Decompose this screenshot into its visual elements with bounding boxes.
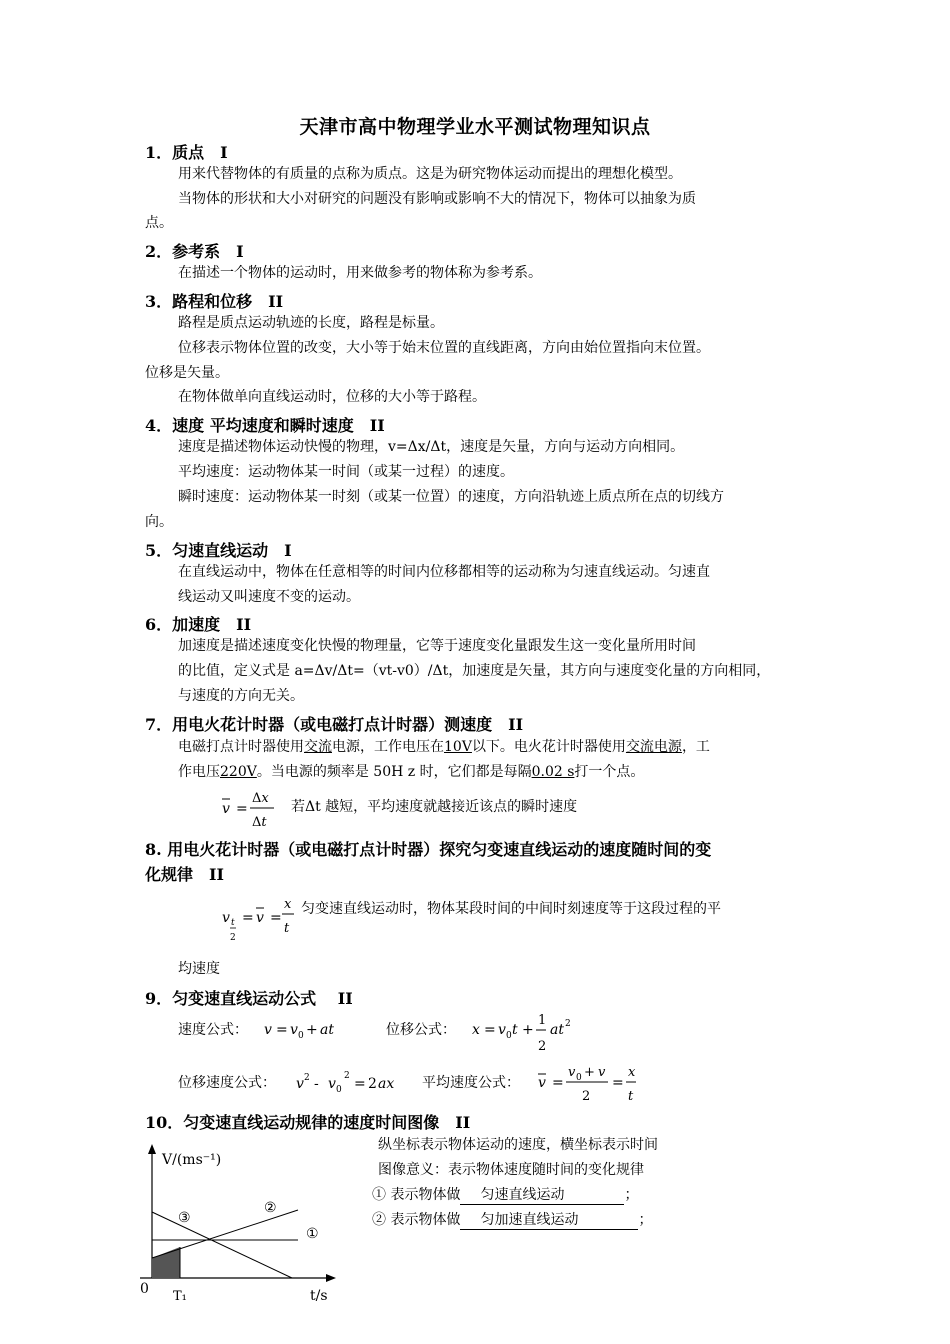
svg-text:t: t	[628, 1089, 634, 1104]
origin-label: 0	[140, 1281, 149, 1297]
svg-text:+: +	[584, 1065, 595, 1080]
svg-text:v: v	[538, 1075, 546, 1091]
graph-item-2	[372, 1211, 652, 1230]
svg-text:2: 2	[304, 1073, 310, 1083]
svg-text:x: x	[628, 1065, 636, 1080]
section-8-heading: 8. 用电火花计时器（或电磁打点计时器）探究匀变速直线运动的速度随时间的变	[145, 840, 712, 859]
answer-text: 匀速直线运动	[480, 1187, 565, 1203]
svg-text:2: 2	[344, 1071, 350, 1081]
svg-text:2: 2	[368, 1076, 377, 1092]
svg-text:2: 2	[582, 1089, 591, 1104]
text-span: 以下。电火花计时器使用	[471, 739, 626, 755]
svg-text:0: 0	[298, 1031, 304, 1041]
graph-description-1: 纵坐标表示物体运动的速度，横坐标表示时间	[378, 1137, 658, 1153]
section-3-heading: 3．路程和位移 II	[145, 292, 284, 311]
svg-text:0: 0	[506, 1031, 512, 1041]
svg-text:t: t	[512, 1022, 518, 1038]
svg-text:t: t	[231, 918, 235, 928]
svg-text:0: 0	[336, 1085, 342, 1095]
section-9-heading: 9．匀变速直线运动公式 II	[145, 989, 353, 1008]
svg-text:v: v	[328, 1076, 336, 1092]
formula-avg-velocity	[218, 786, 288, 832]
section-5-text: 在直线运动中，物体在任意相等的时间内位移都相等的运动称为匀速直线运动。匀速直	[178, 564, 710, 580]
section-3-text: 在物体做单向直线运动时，位移的大小等于路程。	[178, 389, 486, 405]
svg-text:v: v	[222, 801, 230, 817]
section-1-text: 当物体的形状和大小对研究的问题没有影响或影响不大的情况下，物体可以抽象为质	[178, 191, 696, 207]
section-7-line-2	[178, 763, 644, 781]
y-axis-arrow	[148, 1144, 156, 1154]
formula-avg-velocity-2	[532, 1058, 652, 1110]
section-6-heading: 6．加速度 II	[145, 615, 252, 634]
formula-displacement	[468, 1010, 588, 1058]
svg-text:Δt: Δt	[252, 815, 267, 830]
item-prefix: ① 表示物体做	[372, 1187, 461, 1203]
line-2	[152, 1210, 298, 1258]
svg-text:2: 2	[230, 933, 236, 943]
svg-text:+: +	[306, 1022, 318, 1038]
velocity-time-graph	[130, 1140, 350, 1310]
section-2-text: 在描述一个物体的运动时，用来做参考的物体称为参考系。	[178, 265, 542, 281]
section-6-text: 加速度是描述速度变化快慢的物理量，它等于速度变化量跟发生这一变化量所用时间	[178, 638, 696, 654]
graph-item-1	[372, 1186, 638, 1205]
text-span: 打一个点。	[574, 764, 645, 780]
answer-blank	[460, 1211, 638, 1230]
formula-mid-time-velocity	[218, 892, 302, 948]
line-1-label: ①	[306, 1226, 319, 1242]
section-4-text: 平均速度：运动物体某一时间（或某一过程）的速度。	[178, 464, 514, 480]
svg-text:+: +	[522, 1022, 534, 1038]
section-3-text: 路程是质点运动轨迹的长度，路程是标量。	[178, 315, 444, 331]
svg-text:=: =	[236, 801, 248, 817]
svg-text:2: 2	[538, 1039, 547, 1054]
svg-text:v: v	[222, 910, 230, 926]
displacement-formula-label: 位移公式：	[386, 1022, 456, 1038]
answer-10v: 10V	[444, 739, 472, 755]
section-1-heading: 1．质点 I	[145, 143, 228, 162]
svg-text:2: 2	[565, 1019, 571, 1029]
svg-text:=: =	[276, 1022, 288, 1038]
svg-text:v: v	[296, 1076, 304, 1092]
answer-interval: 0.02 s	[531, 764, 575, 780]
svg-text:x: x	[284, 897, 292, 912]
avg-velocity-formula-label: 平均速度公式：	[422, 1075, 520, 1091]
svg-text:Δx: Δx	[252, 791, 269, 806]
t1-label: T₁	[173, 1289, 187, 1304]
svg-text:v: v	[498, 1022, 506, 1038]
section-10-heading: 10．匀变速直线运动规律的速度时间图像 II	[145, 1113, 471, 1132]
section-4-text: 向。	[145, 514, 173, 530]
x-axis-arrow	[326, 1274, 336, 1282]
svg-text:0: 0	[576, 1073, 582, 1083]
section-3-text: 位移表示物体位置的改变，大小等于始末位置的直线距离，方向由始位置指向末位置。	[178, 340, 710, 356]
line-3-label: ③	[178, 1210, 191, 1226]
svg-text:v: v	[290, 1022, 298, 1038]
svg-text:t: t	[284, 921, 290, 936]
section-6-text: 的比值，定义式是 a=Δv/Δt=（vt-v0）/Δt，加速度是矢量，其方向与速度变化量的方向相同，	[178, 663, 771, 679]
item-suffix: ；	[638, 1212, 653, 1228]
section-5-text: 线运动又叫速度不变的运动。	[178, 589, 360, 605]
velocity-formula-label: 速度公式：	[178, 1022, 248, 1038]
svg-text:v: v	[256, 910, 264, 926]
section-6-text: 与速度的方向无关。	[178, 688, 304, 704]
svg-text:ax: ax	[378, 1076, 395, 1092]
svg-text:v: v	[264, 1022, 272, 1038]
formula-velocity	[260, 1014, 350, 1044]
text-span: 电磁打点计时器使用	[178, 739, 304, 755]
text-span: 作电压	[178, 764, 220, 780]
item-prefix: ② 表示物体做	[372, 1212, 461, 1228]
svg-text:=: =	[612, 1075, 624, 1091]
svg-text:x: x	[472, 1022, 480, 1038]
svg-text:=: =	[552, 1075, 564, 1091]
text-span: 。当电源的频率是 50H z 时，它们都是每隔	[256, 764, 532, 780]
answer-ac: 交流	[304, 739, 332, 755]
svg-text:=: =	[270, 910, 282, 926]
answer-blank	[460, 1186, 624, 1205]
section-4-heading: 4．速度 平均速度和瞬时速度 II	[145, 416, 385, 435]
section-2-heading: 2．参考系 I	[145, 242, 244, 261]
formula-velocity-displacement	[292, 1064, 412, 1098]
section-8-tail: 均速度	[178, 961, 220, 977]
answer-220v: 220V	[220, 764, 257, 780]
section-7-line-1	[178, 738, 710, 756]
text-span: 电源，工作电压在	[332, 739, 444, 755]
section-1-text: 用来代替物体的有质量的点称为质点。这是为研究物体运动而提出的理想化模型。	[178, 166, 682, 182]
section-4-text: 瞬时速度：运动物体某一时刻（或某一位置）的速度，方向沿轨迹上质点所在点的切线方	[178, 489, 724, 505]
graph-description-2: 图像意义：表示物体速度随时间的变化规律	[378, 1162, 644, 1178]
y-axis-label: V/(ms⁻¹)	[162, 1152, 222, 1168]
svg-text:v: v	[568, 1065, 576, 1080]
section-3-text: 位移是矢量。	[145, 365, 229, 381]
section-1-text: 点。	[145, 215, 173, 231]
section-8-formula-note: 匀变速直线运动时，物体某段时间的中间时刻速度等于这段过程的平	[301, 901, 721, 917]
section-7-heading: 7．用电火花计时器（或电磁打点计时器）测速度 II	[145, 715, 524, 734]
answer-ac-source: 交流电源	[625, 739, 682, 755]
svg-text:at: at	[550, 1022, 564, 1038]
svg-text:=: =	[242, 910, 254, 926]
section-8-heading-cont: 化规律 II	[145, 865, 224, 884]
svg-text:v: v	[598, 1065, 606, 1080]
section-4-text: 速度是描述物体运动快慢的物理，v=Δx/Δt，速度是矢量，方向与运动方向相同。	[178, 439, 685, 455]
svg-text:=: =	[484, 1022, 496, 1038]
x-axis-label: t/s	[310, 1288, 328, 1304]
svg-text:1: 1	[538, 1013, 547, 1028]
item-suffix: ；	[624, 1187, 639, 1203]
section-7-formula-note: 若Δt 越短，平均速度就越接近该点的瞬时速度	[291, 799, 578, 815]
section-5-heading: 5．匀速直线运动 I	[145, 541, 292, 560]
velocity-displacement-formula-label: 位移速度公式：	[178, 1075, 276, 1091]
svg-text:=: =	[354, 1076, 366, 1092]
page-title: 天津市高中物理学业水平测试物理知识点	[299, 116, 651, 138]
answer-text: 匀加速直线运动	[480, 1212, 579, 1228]
svg-text:-: -	[314, 1076, 319, 1092]
svg-text:at: at	[320, 1022, 334, 1038]
shaded-area	[152, 1247, 180, 1278]
line-2-label: ②	[264, 1200, 277, 1216]
text-span: ，工	[681, 739, 710, 755]
